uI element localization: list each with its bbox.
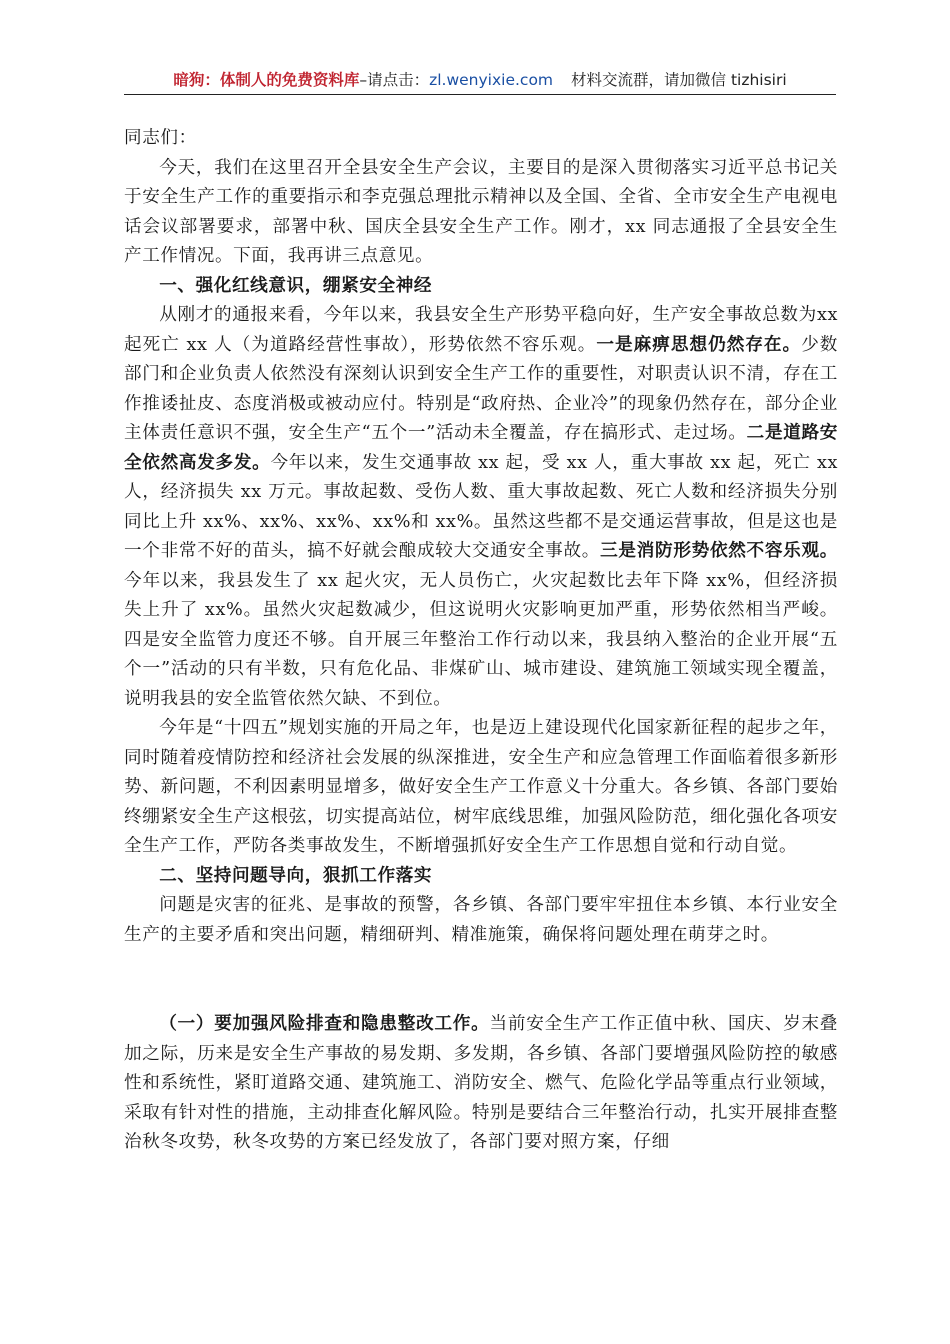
header-brand: 暗狗：体制人的免费资料库 xyxy=(173,71,360,89)
header-group-text: 材料交流群，请加微信 tizhisiri xyxy=(571,71,787,89)
point-two-bold: 二是道路安全依然高发多发。 xyxy=(124,423,838,473)
section-heading-1: 一、强化红线意识，绷紧安全神经 xyxy=(159,275,433,296)
paragraph-fourteenth-five: 今年是“十四五”规划实施的开局之年，也是迈上建设现代化国家新征程的起步之年，同时随着疫情防控和经济社会发展的纵深推进，安全生产和应急管理工作面临着很多新形势、新问题，不利因素明显增多，做好安全生产工作意义十分重大。各乡镇、各部门要始终绷紧安全生产这根弦，切实提高站位，树牢底线思维，加强风险防范，细化强化各项安全生产工作，严防各类事故发生，不断增强抓好安全生产工作思想自觉和行动自觉。 xyxy=(124,718,838,856)
section2-intro-paragraph: 问题是灾害的征兆、是事故的预警，各乡镇、各部门要牢牢扭住本乡镇、本行业安全生产的主要矛盾和突出问题，精细研判、精准施策，确保将问题处理在萌芽之时。 xyxy=(124,895,838,945)
point-one-bold: 一是麻痹思想仍然存在。 xyxy=(596,334,802,355)
section1-text-d: 今年以来，发生交通事故 xx 起，受 xx 人，重大事故 xx 起，死亡 xx 人，经济损失 xx 万元。事故起数、受伤人数、重大事故起数、死亡人数和经济损失分别同比上升 xx%、xx%、xx%、xx%和 xx%。虽然这些都不是交通运营事故，但是这也是一个非常不好的苗头，搞不好就会酿成较大交通安全事故。 xyxy=(124,452,838,561)
section1-text-c: 少数部门和企业负责人依然没有深刻认识到安全生产工作的重要性，对职责认识不清，存在工作推诿扯皮、态度消极或被动应付。特别是“政府热、企业冷”的现象仍然存在，部分企业主体责任意识不强，安全生产“五个一”活动未全覆盖，存在搞形式、走过场。 xyxy=(124,334,839,443)
section-heading-2: 二、坚持问题导向，狠抓工作落实 xyxy=(159,865,433,886)
subsection-1-paragraph xyxy=(124,1010,838,1158)
intro-paragraph: 今天，我们在这里召开全县安全生产会议，主要目的是深入贯彻落实习近平总书记关于安全生产工作的重要指示和李克强总理批示精神以及全国、全省、全市安全生产电视电话会议部署要求，部署中秋、国庆全县安全生产工作。刚才，xx 同志通报了全县安全生产工作情况。下面，我再讲三点意见。 xyxy=(124,157,838,266)
subsection-1-title: （一）要加强风险排查和隐患整改工作。 xyxy=(159,1014,490,1034)
section1-text-e: 今年以来，我县发生了 xx 起火灾，无人员伤亡，火灾起数比去年下降 xx%，但经济损失上升了 xx%。虽然火灾起数减少，但这说明火灾影响更加严重，形势依然相当严峻。四是安全监管力度还不够。自开展三年整治工作行动以来，我县纳入整治的企业开展“五个一”活动的只有半数，只有危化品、非煤矿山、城市建设、建筑施工领域实现全覆盖，说明我县的安全监管依然欠缺、不到位。 xyxy=(124,570,838,709)
header-click-text: –请点击： xyxy=(359,71,430,89)
point-three-bold: 三是消防形势依然不容乐观。 xyxy=(600,541,838,561)
subsection-1-text: 当前安全生产工作正值中秋、国庆、岁末叠加之际，历来是安全生产事故的易发期、多发期，各乡镇、各部门要增强风险防控的敏感性和系统性，紧盯道路交通、建筑施工、消防安全、燃气、危险化学品等重点行业领域，采取有针对性的措施，主动排查化解风险。特别是要结合三年整治行动，扎实开展排查整治秋冬攻势，秋冬攻势的方案已经发放了，各部门要对照方案，仔细 xyxy=(124,1014,838,1152)
header-link[interactable]: zl.wenyixie.com xyxy=(429,71,554,89)
section1-paragraph xyxy=(124,301,838,714)
section1-text-a: 从刚才的通报来看，今年以来，我县安全生产形势平稳向好，生产安全事故总数为xx 起死亡 xx 人（为道路经营性事故），形势依然不容乐观。 xyxy=(124,305,838,355)
page-gap xyxy=(124,950,838,1010)
document-body xyxy=(124,124,838,1158)
salutation: 同志们： xyxy=(124,128,197,148)
page-header xyxy=(124,70,836,95)
